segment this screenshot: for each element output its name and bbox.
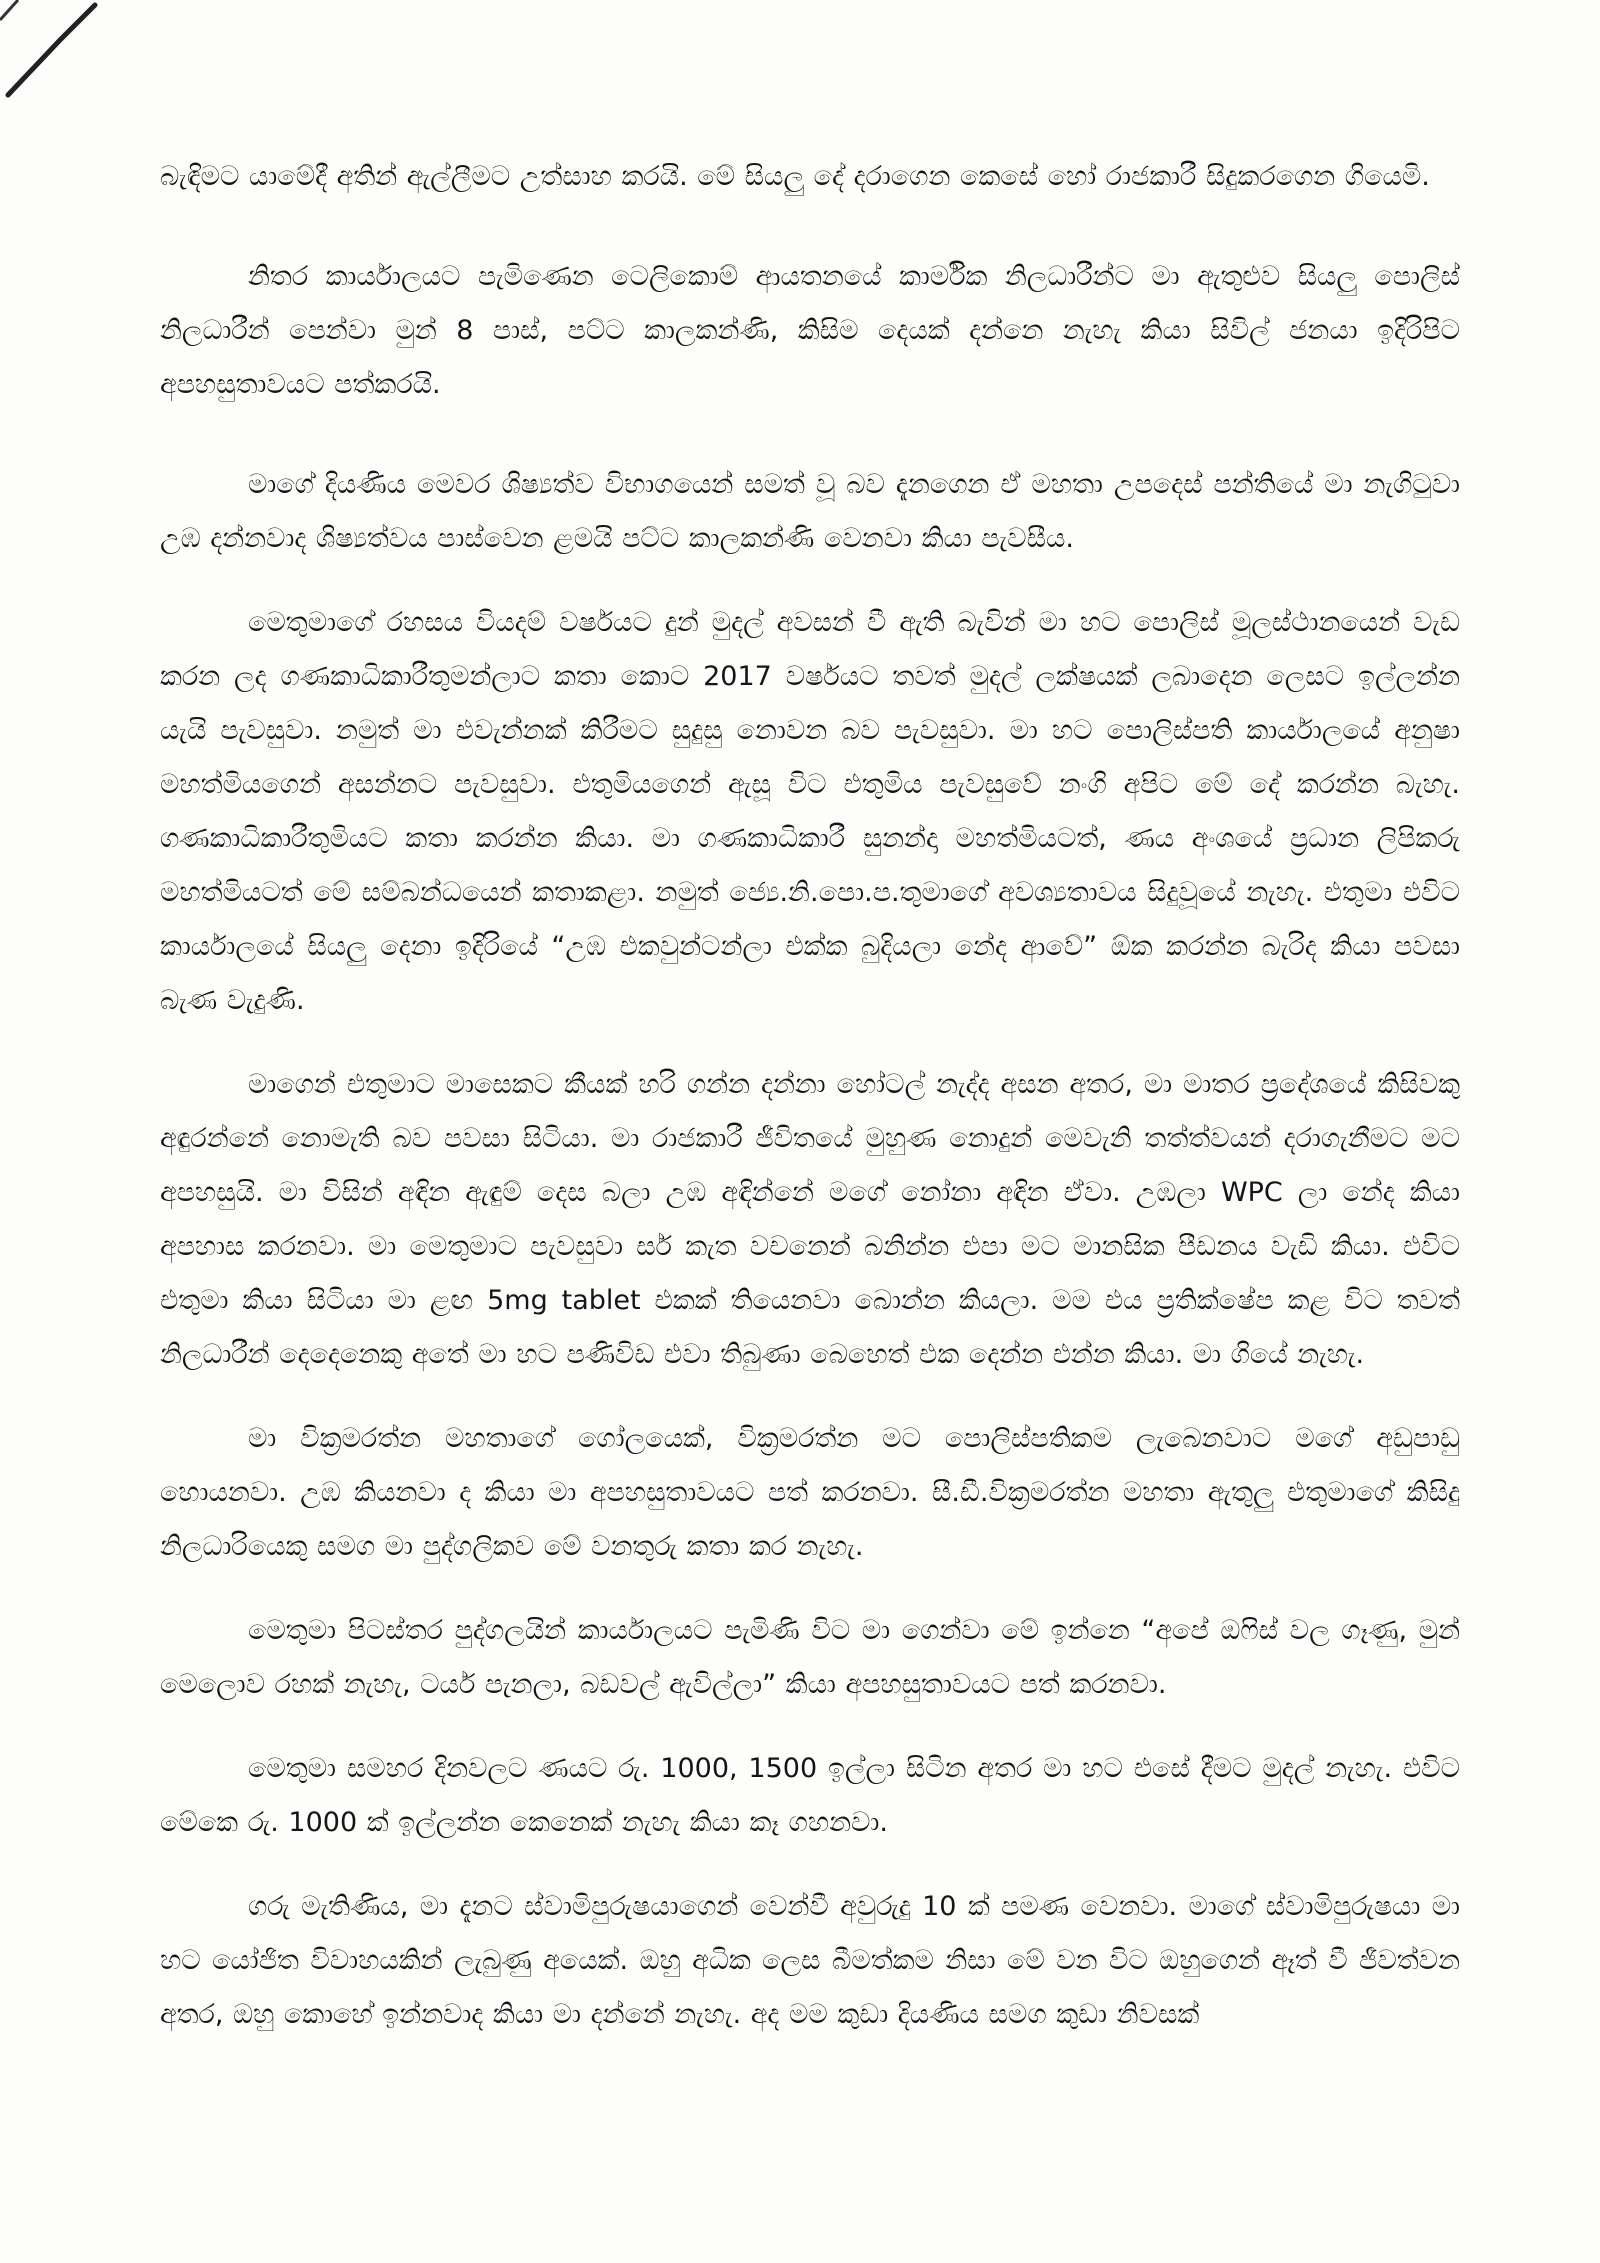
paragraph-4: මෙතුමාගේ රහසය වියදම් වර්ෂයට දුන් මුදල් අවසන් වී ඇති බැවින් මා හට පොලිස් මූලස්ථානයෙන් වැඩ කරන ලද ගණකාධිකාරීතුමන්ලාට කතා කොට 2017 වර්ෂයට තවත් මුදල් ලක්ෂයක් ලබාදෙන ලෙසට ඉල්ලන්න යැයි පැවසුවා. නමුත් මා එවැන්නක් කිරීමට සුදුසු නොවන බව පැවසුවා. මා හට පොලිස්පති කාර්යාලයේ අනුෂා මහත්මියගෙන් අසන්නට පැවසුවා. එතුමියගෙන් ඇසූ විට එතුමිය පැවසුවේ නංගි අපිට මේ දේ කරන්න බැහැ. ගණකාධිකාරීතුමියට කතා කරන්න කියා. මා ගණකාධිකාරී සුනන්දා මහත්මියටත්, ණය අංශයේ ප්‍රධාන ලිපිකරු මහත්මියටත් මේ සම්බන්ධයෙන් කතාකළා. නමුත් ජ්‍යෙ.නි.පො.ප.තුමාගේ අවශ්‍යතාවය සිදුවූයේ නැහැ. එතුමා එවිට කාර්යාලයේ සියලු දෙනා ඉදිරියේ “උඹ එකවුන්ටන්ලා එක්ක බුදියලා නේද ආවේ” ඕක කරන්න බැරිද කියා පවසා බැණ වැදුණි. [160, 607, 1460, 1016]
document-body [160, 150, 1460, 2042]
paragraph-3: මාගේ දියණිය මෙවර ශිෂ්‍යත්ව විභාගයෙන් සමත් වූ බව දැනගෙන ඒ මහතා උපදෙස් පන්තියේ මා නැගිටුවා උඹ දන්නවාද ශිෂ්‍යත්වය පාස්වෙන ළමයි පට්ට කාලකන්ණි වෙනවා කියා පැවසීය. [160, 469, 1460, 554]
paragraph-5: මාගෙන් එතුමාට මාසෙකට කීයක් හරි ගන්න දන්නා හෝටල් නැද්ද අසන අතර, මා මාතර ප්‍රදේශයේ කිසිවකු අඳුරන්නේ නොමැති බව පවසා සිටියා. මා රාජකාරී ජීවිතයේ මුහුණ නොදුන් මෙවැනි තත්ත්වයන් දරාගැනීමට මට අපහසුයි. මා විසින් අඳින ඇඳුම් දෙස බලා උඹ අඳින්නේ මගේ නෝනා අඳින ඒවා. උඹලා WPC ලා නේද කියා අපහාස කරනවා. මා මෙතුමාට පැවසුවා සර් කැත වචනෙන් බනින්න එපා මට මානසික පීඩනය වැඩි කියා. එවිට එතුමා කියා සිටියා මා ළඟ 5mg tablet එකක් තියෙනවා බොන්න කියලා. මම එය ප්‍රතික්ෂේප කළ විට තවත් නිලධාරීන් දෙදෙනෙකු අතේ මා හට පණිවිඩ එවා තිබුණා බෙහෙත් එක දෙන්න එන්න කියා. මා ගියේ නැහැ. [160, 1069, 1460, 1370]
paragraph-1: බැඳිමට යාමේදී අතින් ඇල්ලීමට උත්සාහ කරයි. මේ සියලු දේ දරාගෙන කෙසේ හෝ රාජකාරී සිදුකරගෙන ගියෙමි. [160, 161, 1430, 192]
paragraph-2: නිතර කාර්යාලයට පැමිණෙන ටෙලිකොම් ආයතනයේ කාර්මික නිලධාරීන්ට මා ඇතුළුව සියලු පොලිස් නිලධාරීන් පෙන්වා මුන් 8 පාස්, පට්ට කාලකන්ණි, කිසිම දෙයක් දන්නෙ නැහැ කියා සිවිල් ජනයා ඉදිරිපිට අපහසුතාවයට පත්කරයි. [160, 261, 1460, 400]
paragraph-6: මා වික්‍රමරත්න මහතාගේ ගෝලයෙක්, වික්‍රමරත්න මට පොලිස්පතිකම ලැබෙනවාට මගේ අඩුපාඩු හොයනවා. උඹ කියනවා ද කියා මා අපහසුතාවයට පත් කරනවා. සී.ඩී.වික්‍රමරත්න මහතා ඇතුලු එතුමාගේ කිසිදු නිලධාරියෙකු සමග මා පුද්ගලිකව මේ වනතුරු කතා කර නැහැ. [160, 1423, 1460, 1562]
paragraph-8: මෙතුමා සමහර දිනවලට ණයට රු. 1000, 1500 ඉල්ලා සිටින අතර මා හට එසේ දීමට මුදල් නැහැ. එවිට මේකෙ රු. 1000 ක් ඉල්ලන්න කෙනෙක් නැහැ කියා කෑ ගහනවා. [160, 1753, 1460, 1838]
paragraph-9: ගරු මැතිණිය, මා දැනට ස්වාමිපුරුෂයාගෙන් වෙන්වී අවුරුදු 10 ක් පමණ වෙනවා. මාගේ ස්වාමිපුරුෂයා මා හට යෝජිත විවාහයකින් ලැබුණු අයෙක්. ඔහු අධික ලෙස බීමත්කම නිසා මේ වන විට ඔහුගෙන් ඈත් වී ජීවත්වන අතර, ඔහු කොහේ ඉන්නවාද කියා මා දන්නේ නැහැ. අද මම කුඩා දියණිය සමග කුඩා නිවසක් [160, 1891, 1460, 2030]
scan-corner-mark [0, 0, 130, 120]
paragraph-7: මෙතුමා පිටස්තර පුද්ගලයින් කාර්යාලයට පැමිණි විට මා ගෙන්වා මේ ඉන්නෙ “අපේ ඔෆිස් වල ගෑණු, මුන් මෙලොව රහක් නැහැ, ටයර් පැනලා, බඩවල් ඇවිල්ලා” කියා අපහසුතාවයට පත් කරනවා. [160, 1615, 1460, 1700]
